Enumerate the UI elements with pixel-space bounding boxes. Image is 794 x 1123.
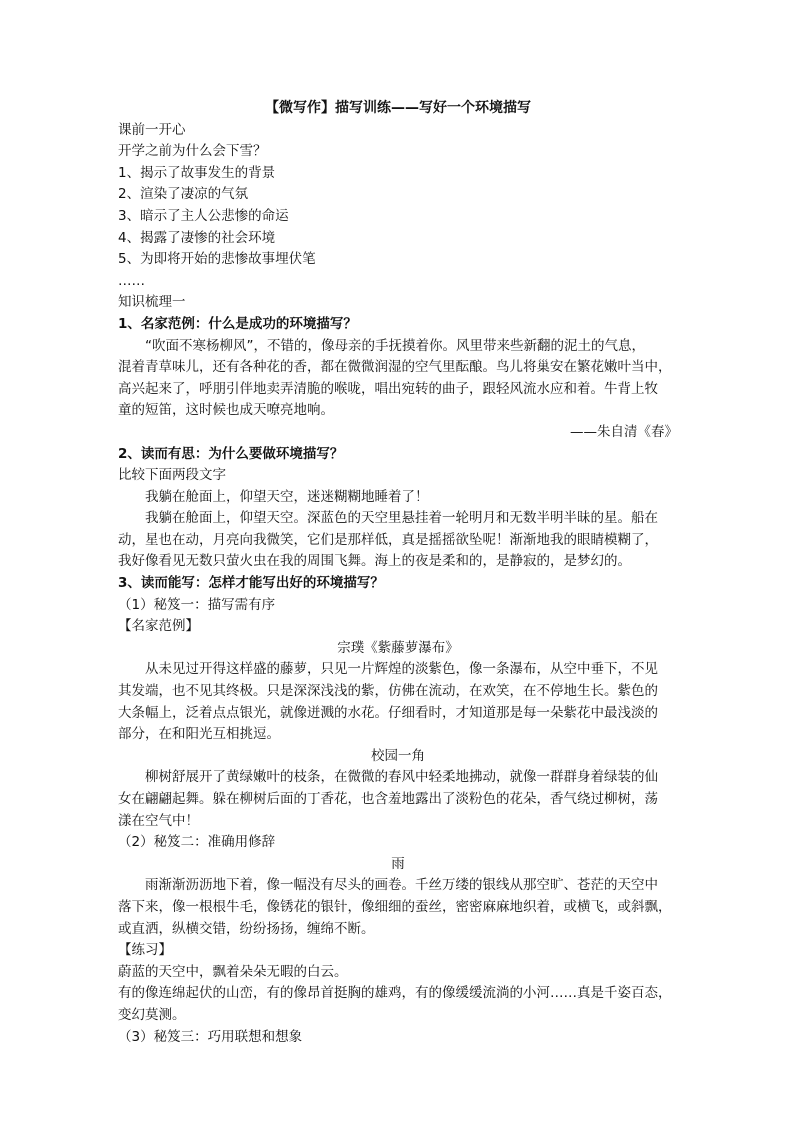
paragraph-line: 我好像看见无数只萤火虫在我的周围飞舞。海上的夜是柔和的，是静寂的，是梦幻的。 (118, 553, 631, 570)
paragraph-line: 混着青草味儿，还有各种花的香，都在微微润湿的空气里酝酿。鸟儿将巢安在繁花嫩叶当中， (118, 359, 672, 376)
tip-three: （3）秘笈三：巧用联想和想象 (118, 1028, 303, 1045)
document-page (118, 98, 678, 1048)
source-attribution: ——朱自清《春》 (570, 423, 678, 440)
paragraph-line: 大条幅上，泛着点点银光，就像迸溅的水花。仔细看时，才知道那是每一朵紫花中最浅淡的 (118, 704, 658, 721)
paragraph-line: 其发端，也不见其终极。只是深深浅浅的紫，仿佛在流动，在欢笑，在不停地生长。紫色的 (118, 683, 658, 700)
paragraph-line: 雨渐渐沥沥地下着，像一幅没有尽头的画卷。千丝万缕的银线从那空旷、苍茫的天空中 (145, 877, 658, 894)
text-a: 我躺在舱面上，仰望天空，迷迷糊糊地睡着了！ (145, 488, 429, 505)
paragraph-line: 童的短笛，这时候也成天嘹亮地响。 (118, 402, 334, 419)
paragraph-line: 动，星也在动，月亮向我微笑，它们是那样低，真是摇摇欲坠呢！渐渐地我的眼睛模糊了， (118, 531, 658, 548)
practice-line: 蔚蓝的天空中，飘着朵朵无暇的白云。 (118, 963, 348, 980)
q1-heading: 1、名家范例：什么是成功的环境描写？ (118, 315, 357, 332)
tip-two: （2）秘笈二：准确用修辞 (118, 834, 276, 851)
example-label: 【名家范例】 (118, 618, 199, 635)
paragraph-line: 我躺在舱面上，仰望天空。深蓝色的天空里悬挂着一轮明月和无数半明半昧的星。船在 (145, 510, 658, 527)
list-item: 3、暗示了主人公悲惨的命运 (118, 207, 289, 224)
list-item: 2、渲染了凄凉的气氛 (118, 186, 249, 203)
list-item: 5、为即将开始的悲惨故事埋伏笔 (118, 251, 316, 268)
practice-line: 有的像连绵起伏的山峦，有的像昂首挺胸的雄鸡，有的像缓缓流淌的小河……真是千姿百态， (118, 985, 672, 1002)
tip-one: （1）秘笈一：描写需有序 (118, 596, 276, 613)
ellipsis: …… (118, 272, 145, 289)
paragraph-line: “吹面不寒杨柳风”，不错的，像母亲的手抚摸着你。风里带来些新翻的泥土的气息， (145, 337, 645, 354)
document-title: 【微写作】描写训练——写好一个环境描写 (265, 100, 531, 116)
practice-line: 变幻莫测。 (118, 1006, 186, 1023)
section-heading: 知识梳理一 (118, 294, 186, 311)
paragraph-line: 部分，在和阳光互相挑逗。 (118, 726, 280, 743)
q2-heading: 2、读而有思：为什么要做环境描写？ (118, 445, 344, 462)
paragraph-line: 落下来，像一根根牛毛，像锈花的银针，像细细的蚕丝，密密麻麻地织着，或横飞，或斜飘， (118, 898, 672, 915)
paragraph-line: 柳树舒展开了黄绿嫩叶的枝条，在微微的春风中轻柔地拂动，就像一群群身着绿装的仙 (145, 769, 658, 786)
compare-instruction: 比较下面两段文字 (118, 467, 226, 484)
intro-question: 开学之前为什么会下雪？ (118, 143, 267, 160)
paragraph-line: 高兴起来了，呼朋引伴地卖弄清脆的喉咙，唱出宛转的曲子，跟轻风流水应和着。牛背上牧 (118, 380, 658, 397)
paragraph-line: 漾在空气中！ (118, 812, 199, 829)
list-item: 1、揭示了故事发生的背景 (118, 164, 276, 181)
list-item: 4、揭露了凄惨的社会环境 (118, 229, 276, 246)
practice-label: 【练习】 (118, 942, 172, 959)
paragraph-line: 或直洒，纵横交错，纷纷扬扬，缠绵不断。 (118, 920, 375, 937)
intro-heading: 课前一开心 (118, 121, 186, 138)
paragraph-line: 女在翩翩起舞。躲在柳树后面的丁香花，也含羞地露出了淡粉色的花朵，香气绕过柳树，荡 (118, 791, 658, 807)
paragraph-line: 从未见过开得这样盛的藤萝，只见一片辉煌的淡紫色，像一条瀑布，从空中垂下，不见 (145, 661, 658, 678)
example-title: 雨 (391, 855, 405, 872)
q3-heading: 3、读而能写：怎样才能写出好的环境描写？ (118, 575, 384, 592)
example-title: 宗璞《紫藤萝瀑布》 (337, 639, 459, 656)
example-title: 校园一角 (371, 747, 425, 764)
